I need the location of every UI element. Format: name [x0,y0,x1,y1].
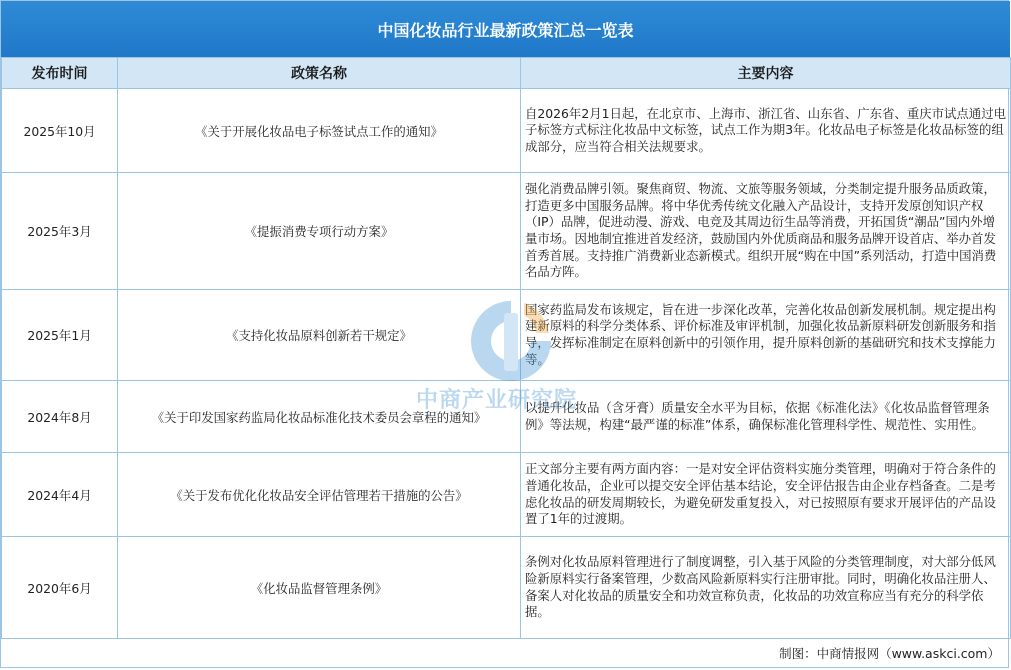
row-policy-name: 《提振消费专项行动方案》 [118,173,521,290]
table-row [2,173,1011,290]
watermark-text: 中商产业研究院 [416,388,578,413]
table-row [2,381,1011,453]
table-row [2,537,1011,639]
row-content: 条例对化妆品原料管理进行了制度调整，引入基于风险的分类管理制度，对大部分低风险新原料实行备案管理，少数高风险新原料实行注册审批。同时，明确化妆品注册人、备案人对化妆品的质量安全和功效宣称负责，化妆品的功效宣称应当有充分的科学依据。 [521,537,1011,639]
column-header-date: 发布时间 [2,58,118,89]
column-header-content: 主要内容 [521,58,1011,89]
row-policy-name: 《关于开展化妆品电子标签试点工作的通知》 [118,89,521,173]
row-content: 强化消费品牌引领。聚焦商贸、物流、文旅等服务领域，分类制定提升服务品质政策，打造更多中国服务品牌。将中华优秀传统文化融入产品设计，支持开发原创知识产权（IP）品牌，促进动漫、游戏、电竞及其周边衍生品等消费，开拓国货“潮品”国内外增量市场。因地制宜推进首发经济，鼓励国内外优质商品和服务品牌开设首店、举办首发首秀首展。支持推广消费新业态新模式。组织开展“购在中国”系列活动，打造中国消费名品方阵。 [521,173,1011,290]
column-header-name: 政策名称 [118,58,521,89]
row-date: 2020年6月 [2,537,118,639]
row-policy-name: 《化妆品监督管理条例》 [118,537,521,639]
row-content: 以提升化妆品（含牙膏）质量安全水平为目标，依据《标准化法》《化妆品监督管理条例》等法规，构建“最严谨的标准”体系，确保标准化管理科学性、规范性、实用性。 [521,381,1011,453]
row-date: 2025年3月 [2,173,118,290]
row-policy-name: 《支持化妆品原料创新若干规定》 [118,290,521,381]
row-content: 正文部分主要有两方面内容：一是对安全评估资料实施分类管理，明确对于符合条件的普通化妆品，企业可以提交安全评估基本结论，安全评估报告由企业存档备查。二是考虑化妆品的研发周期较长，为避免研发重复投入，对已按照原有要求开展评估的产品设置了1年的过渡期。 [521,453,1011,537]
row-content: 自2026年2月1日起，在北京市、上海市、浙江省、山东省、广东省、重庆市试点通过电子标签方式标注化妆品中文标签，试点工作为期3年。化妆品电子标签是化妆品标签的组成部分，应当符合相关法规要求。 [521,89,1011,173]
row-date: 2024年4月 [2,453,118,537]
row-date: 2024年8月 [2,381,118,453]
row-policy-name: 《关于发布优化化妆品安全评估管理若干措施的公告》 [118,453,521,537]
table-title: 中国化妆品行业最新政策汇总一览表 [1,1,1010,57]
row-content: 国家药监局发布该规定，旨在进一步深化改革，完善化妆品创新发展机制。规定提出构建新原料的科学分类体系、评价标准及审评机制，加强化妆品新原料研发创新服务和指导，发挥标准制定在原料创新中的引领作用，提升原料创新的基础研究和技术支撑能力等。 [521,290,1011,381]
table-row [2,290,1011,381]
table-row [2,453,1011,537]
policy-table [1,57,1011,639]
row-date: 2025年10月 [2,89,118,173]
table-row [2,89,1011,173]
column-header-row [2,58,1011,89]
source-footer: 制图：中商情报网（www.askci.com） [779,646,1000,661]
row-date: 2025年1月 [2,290,118,381]
row-policy-name: 《关于印发国家药监局化妆品标准化技术委员会章程的通知》 [118,381,521,453]
